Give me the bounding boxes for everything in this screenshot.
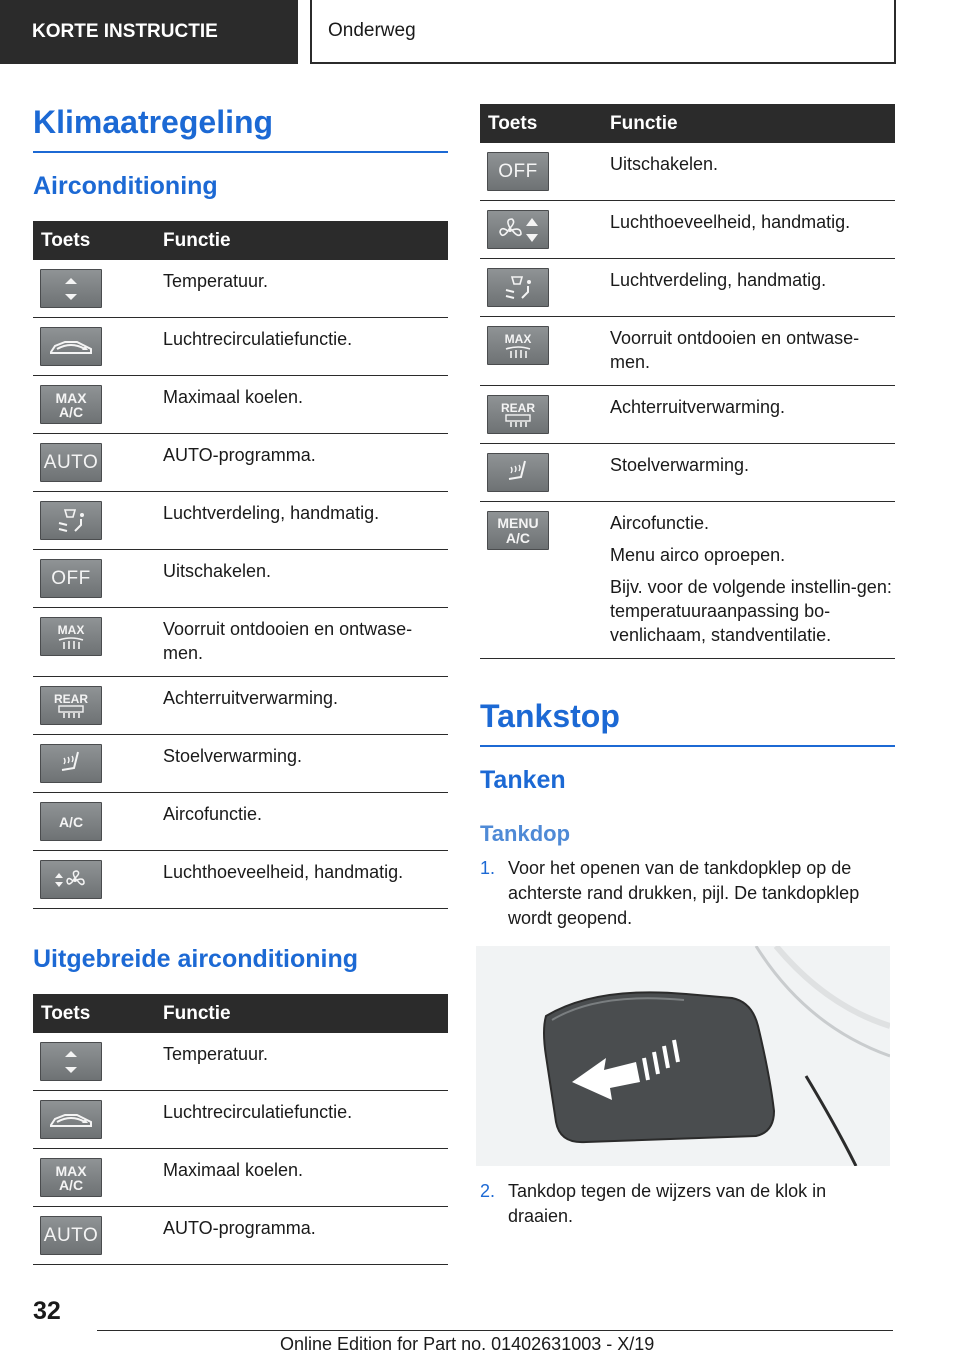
row-text: Achterruitverwarming. [610, 386, 895, 444]
off-icon: OFF [487, 152, 549, 191]
rear-defrost-icon: REAR [40, 686, 102, 725]
table-extended-ac [33, 994, 448, 1265]
section-heading-tanken: Tanken [480, 766, 566, 794]
fan-icon [40, 860, 102, 899]
row-text: Voorruit ontdooien en ontwase-men. [163, 608, 448, 677]
temperature-arrows-icon [40, 269, 102, 308]
max-ac-icon: MAX A/C [40, 1158, 102, 1197]
row-text: Luchtrecirculatiefunctie. [163, 318, 448, 376]
table-extended-ac-continued [480, 104, 895, 659]
table-row [33, 608, 448, 677]
row-text: AUTO-programma. [163, 1207, 448, 1265]
row-text: Luchtverdeling, handmatig. [163, 492, 448, 550]
table-row [480, 317, 895, 386]
col-header-key: Toets [480, 104, 610, 143]
row-text: Luchthoeveelheid, handmatig. [163, 851, 448, 909]
table-row [33, 851, 448, 909]
section-heading-airconditioning: Airconditioning [33, 172, 218, 200]
recirculation-car-icon [40, 327, 102, 366]
col-header-key: Toets [33, 994, 163, 1033]
row-text: Aircofunctie. [163, 793, 448, 851]
max-defrost-icon: MAX [40, 617, 102, 656]
table-row [33, 434, 448, 492]
temperature-arrows-icon [40, 1042, 102, 1081]
table-row [33, 1091, 448, 1149]
table-row [33, 550, 448, 608]
table-row [33, 260, 448, 318]
row-text-line: Menu airco oproepen. [610, 545, 786, 565]
seat-heating-icon [487, 453, 549, 492]
table-row [480, 502, 895, 659]
row-text: Temperatuur. [163, 260, 448, 318]
col-header-function: Functie [163, 221, 448, 260]
table-row [33, 376, 448, 434]
air-distribution-icon [40, 501, 102, 540]
row-text: Luchthoeveelheid, handmatig. [610, 201, 895, 259]
row-text: AUTO-programma. [163, 434, 448, 492]
table-row [33, 318, 448, 376]
footer-divider [97, 1330, 893, 1331]
row-text [610, 502, 895, 659]
table-row [33, 492, 448, 550]
steps-list-1 [480, 856, 890, 931]
page-header [0, 0, 960, 66]
table-row [33, 1207, 448, 1265]
ac-icon: A/C [40, 802, 102, 841]
max-ac-icon: MAX A/C [40, 385, 102, 424]
row-text: Uitschakelen. [610, 143, 895, 201]
row-text: Luchtverdeling, handmatig. [610, 259, 895, 317]
recirculation-car-icon [40, 1100, 102, 1139]
table-row [33, 1033, 448, 1091]
row-text: Temperatuur. [163, 1033, 448, 1091]
steps-list-2 [480, 1179, 890, 1229]
step-number: 2. [480, 1181, 496, 1201]
list-item [480, 856, 890, 931]
table-row [33, 735, 448, 793]
auto-icon: AUTO [40, 1216, 102, 1255]
row-text: Stoelverwarming. [163, 735, 448, 793]
step-number: 1. [480, 858, 496, 878]
table-row [33, 1149, 448, 1207]
row-text: Maximaal koelen. [163, 376, 448, 434]
fuel-flap-illustration [476, 946, 890, 1166]
row-text: Achterruitverwarming. [163, 677, 448, 735]
row-text: Luchtrecirculatiefunctie. [163, 1091, 448, 1149]
table-row [480, 386, 895, 444]
off-icon: OFF [40, 559, 102, 598]
section-tab: KORTE INSTRUCTIE [0, 0, 298, 64]
col-header-function: Functie [610, 104, 895, 143]
row-text-line: Bijv. voor de volgende instellin-gen: temperatuuraanpassing bo-venlichaam, standventilatie. [610, 577, 892, 645]
air-distribution-icon [487, 268, 549, 307]
auto-icon: AUTO [40, 443, 102, 482]
table-row [480, 143, 895, 201]
section-title-tankstop: Tankstop [480, 698, 895, 747]
page-number: 32 [33, 1297, 61, 1325]
table-row [480, 201, 895, 259]
rear-defrost-icon: REAR [487, 395, 549, 434]
table-row [33, 793, 448, 851]
list-item [480, 1179, 890, 1229]
table-row [33, 677, 448, 735]
seat-heating-icon [40, 744, 102, 783]
table-row [480, 444, 895, 502]
row-text: Stoelverwarming. [610, 444, 895, 502]
row-text: Uitschakelen. [163, 550, 448, 608]
row-text: Maximaal koelen. [163, 1149, 448, 1207]
menu-ac-icon: MENU A/C [487, 511, 549, 550]
table-airconditioning [33, 221, 448, 909]
row-text-line: Aircofunctie. [610, 513, 710, 533]
step-text: Tankdop tegen de wijzers van de klok in draaien. [508, 1181, 827, 1226]
table-row [480, 259, 895, 317]
chapter-tab: Onderweg [310, 0, 896, 64]
col-header-key: Toets [33, 221, 163, 260]
edition-note: Online Edition for Part no. 01402631003 - X/19 [280, 1334, 655, 1354]
step-text: Voor het openen van de tankdopklep op de achterste rand drukken, pijl. De tankdopklep wordt geopend. [508, 858, 860, 928]
section-heading-tankdop: Tankdop [480, 821, 571, 846]
fan-updown-icon [487, 210, 549, 249]
row-text: Voorruit ontdooien en ontwase-men. [610, 317, 895, 386]
page-title: Klimaatregeling [33, 104, 448, 153]
max-defrost-icon: MAX [487, 326, 549, 365]
section-heading-extended-ac: Uitgebreide airconditioning [33, 945, 359, 973]
col-header-function: Functie [163, 994, 448, 1033]
